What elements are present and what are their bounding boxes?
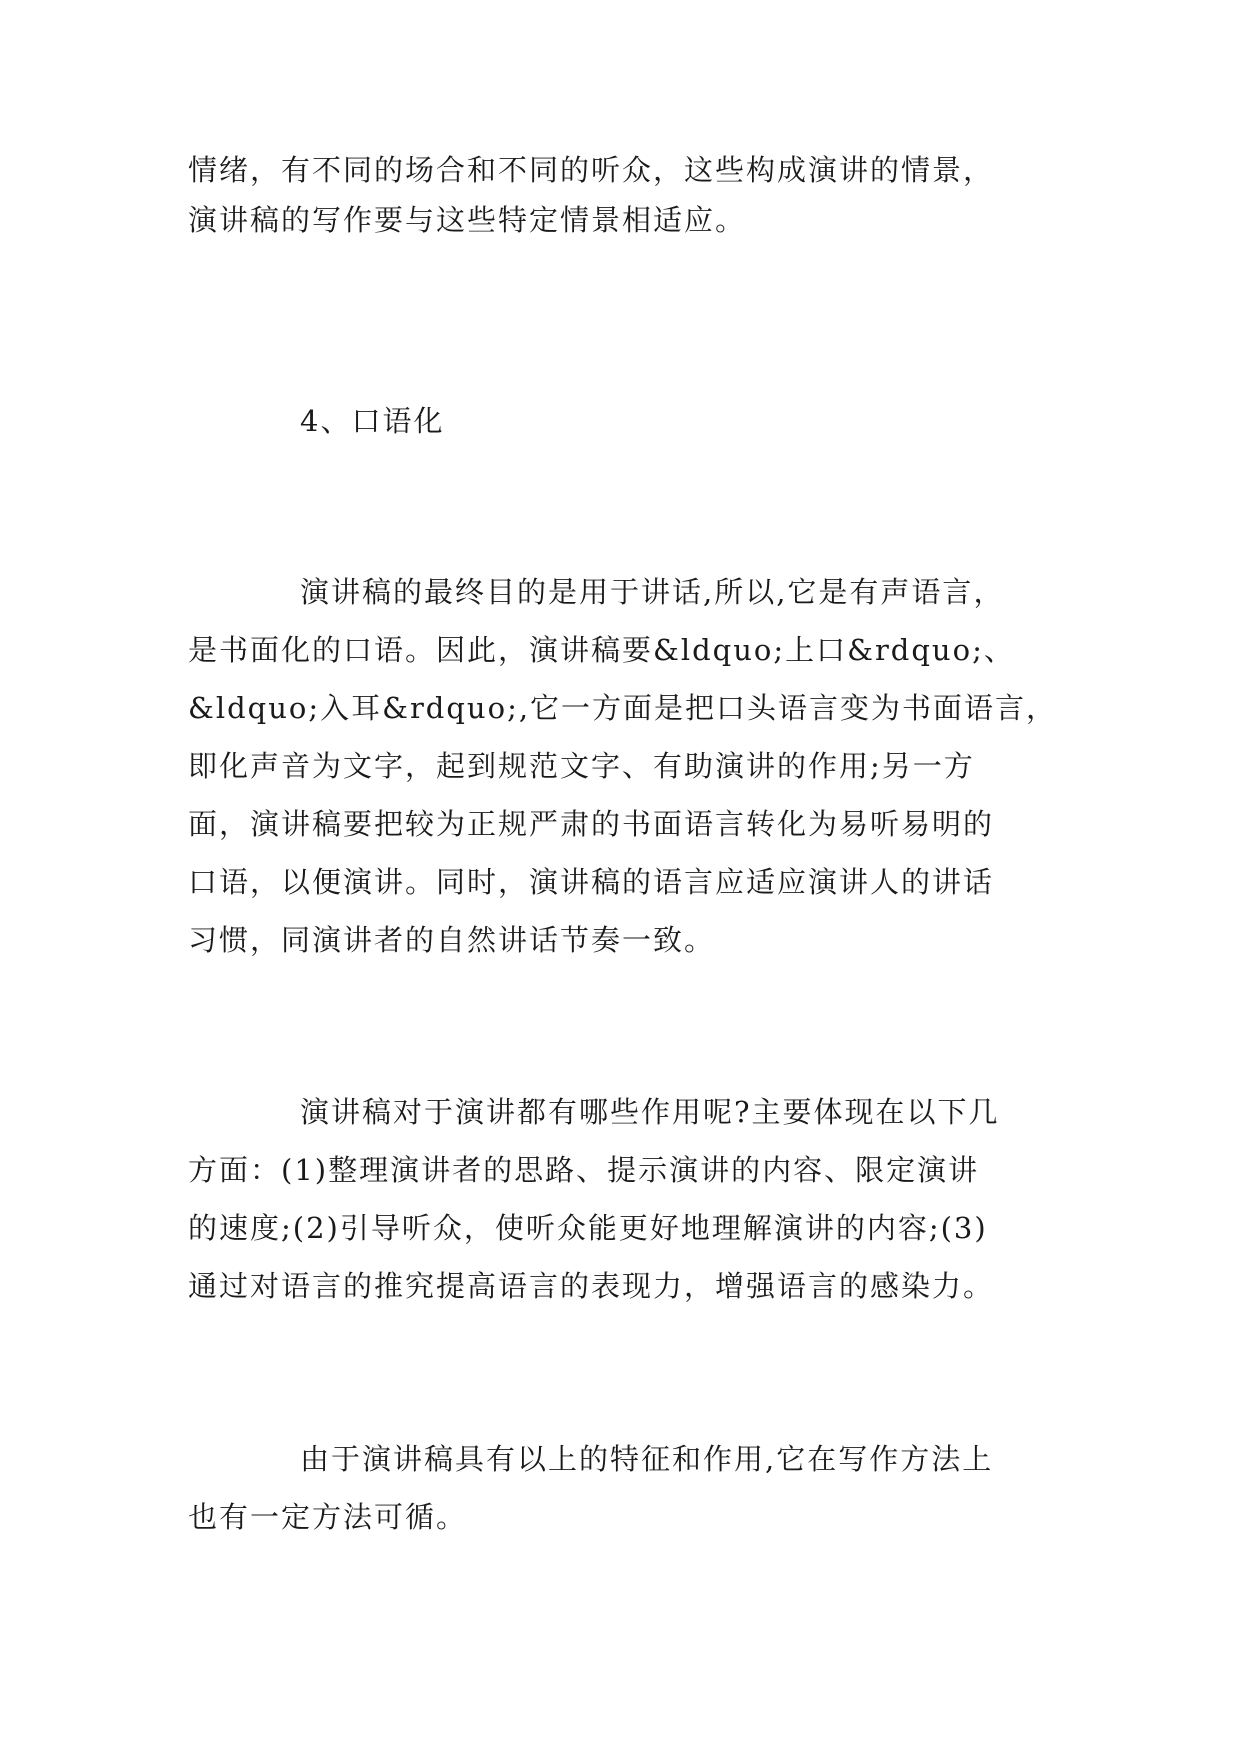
text-line: 方面：(1)整理演讲者的思路、提示演讲的内容、限定演讲 bbox=[188, 1153, 980, 1187]
text-line: 情绪，有不同的场合和不同的听众，这些构成演讲的情景， bbox=[188, 153, 995, 187]
paragraph-first-line: 演讲稿的最终目的是用于讲话,所以,它是有声语言， bbox=[300, 575, 1005, 609]
text-line: 口语，以便演讲。同时，演讲稿的语言应适应演讲人的讲话 bbox=[188, 865, 995, 899]
text-line: 面，演讲稿要把较为正规严肃的书面语言转化为易听易明的 bbox=[188, 807, 995, 841]
text-line: &ldquo;入耳&rdquo;,它一方面是把口头语言变为书面语言， bbox=[188, 691, 1058, 725]
paragraph-first-line: 演讲稿对于演讲都有哪些作用呢?主要体现在以下几 bbox=[300, 1095, 1000, 1129]
text-line: 也有一定方法可循。 bbox=[188, 1500, 468, 1534]
section-heading: 4、口语化 bbox=[300, 404, 445, 438]
text-line: 即化声音为文字，起到规范文字、有助演讲的作用;另一方 bbox=[188, 749, 975, 783]
text-line: 通过对语言的推究提高语言的表现力，增强语言的感染力。 bbox=[188, 1269, 995, 1303]
text-line: 习惯，同演讲者的自然讲话节奏一致。 bbox=[188, 923, 716, 957]
text-line: 演讲稿的写作要与这些特定情景相适应。 bbox=[188, 203, 747, 237]
text-line: 是书面化的口语。因此，演讲稿要&ldquo;上口&rdquo;、 bbox=[188, 633, 1015, 667]
paragraph-first-line: 由于演讲稿具有以上的特征和作用,它在写作方法上 bbox=[300, 1442, 994, 1476]
text-line: 的速度;(2)引导听众，使听众能更好地理解演讲的内容;(3) bbox=[188, 1211, 988, 1245]
